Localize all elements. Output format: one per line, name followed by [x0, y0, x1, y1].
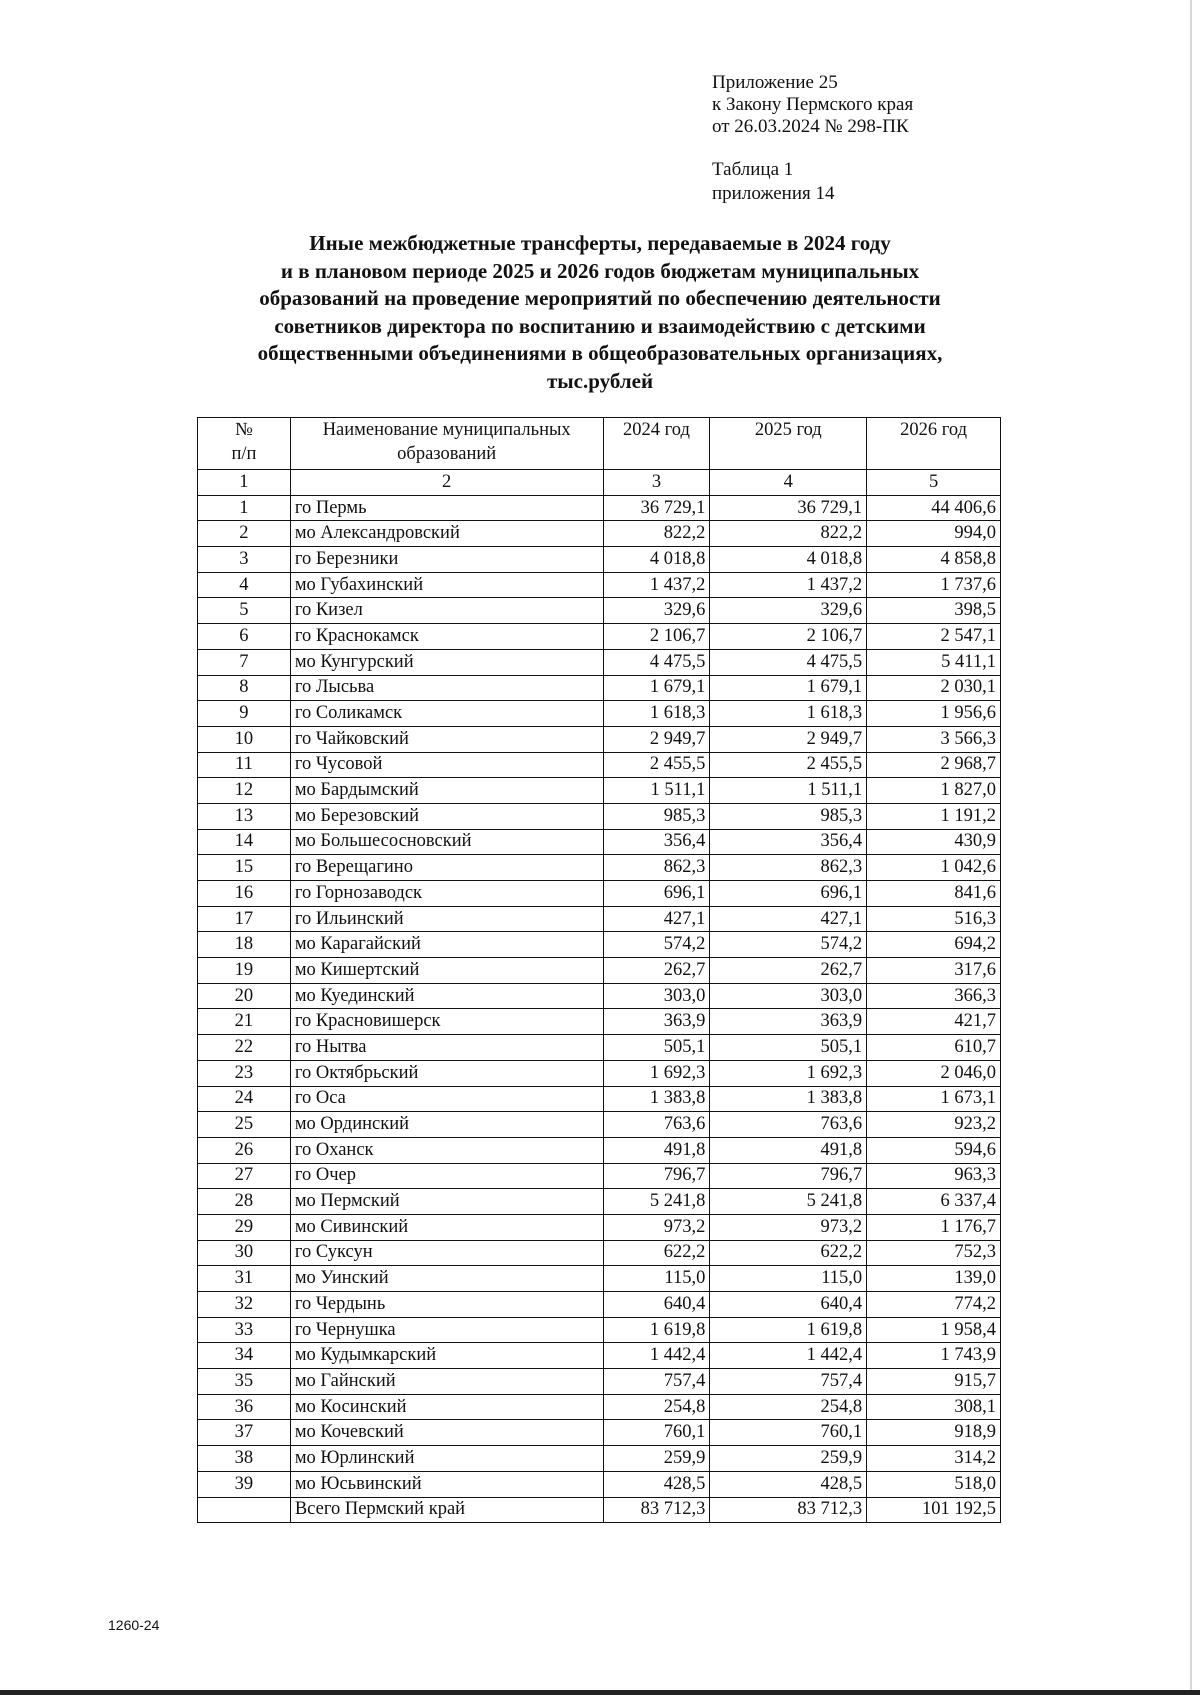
header-number-sign: №	[235, 420, 253, 440]
value-2026: 518,0	[867, 1471, 1001, 1497]
municipality-name: мо Александровский	[290, 521, 603, 547]
value-2024: 1 437,2	[603, 572, 710, 598]
value-2025: 1 679,1	[710, 675, 867, 701]
value-2025: 796,7	[710, 1163, 867, 1189]
municipality-name: го Соликамск	[290, 701, 603, 727]
value-2024: 356,4	[603, 829, 710, 855]
table-row	[198, 521, 1001, 547]
column-index: 3	[603, 470, 710, 496]
row-number: 10	[198, 726, 291, 752]
value-2026: 1 176,7	[867, 1214, 1001, 1240]
row-number: 33	[198, 1317, 291, 1343]
row-number: 24	[198, 1086, 291, 1112]
value-2026: 3 566,3	[867, 726, 1001, 752]
municipality-name: мо Березовский	[290, 803, 603, 829]
table-reference	[712, 158, 834, 206]
value-2026: 1 956,6	[867, 701, 1001, 727]
total-row	[198, 1497, 1001, 1523]
value-2026: 1 827,0	[867, 778, 1001, 804]
municipality-name: го Нытва	[290, 1035, 603, 1061]
table-row	[198, 1446, 1001, 1472]
municipality-name: мо Ординский	[290, 1112, 603, 1138]
title-line: Иные межбюджетные трансферты, передаваемые в 2024 году	[309, 231, 891, 255]
value-2025: 696,1	[710, 881, 867, 907]
title-line: тыс.рублей	[546, 368, 654, 393]
municipality-name: мо Кочевский	[290, 1420, 603, 1446]
value-2024: 1 619,8	[603, 1317, 710, 1343]
table-row	[198, 1471, 1001, 1497]
value-2024: 2 106,7	[603, 624, 710, 650]
table-row	[198, 1086, 1001, 1112]
total-2025: 83 712,3	[710, 1497, 867, 1523]
value-2024: 254,8	[603, 1394, 710, 1420]
value-2024: 36 729,1	[603, 495, 710, 521]
row-number: 9	[198, 701, 291, 727]
table-row	[198, 983, 1001, 1009]
title-line: образований на проведение мероприятий по обеспечению деятельности	[259, 286, 941, 310]
value-2026: 1 673,1	[867, 1086, 1001, 1112]
table-row	[198, 1189, 1001, 1215]
row-number: 27	[198, 1163, 291, 1189]
table-row	[198, 1009, 1001, 1035]
row-number: 14	[198, 829, 291, 855]
value-2025: 5 241,8	[710, 1189, 867, 1215]
value-2024: 763,6	[603, 1112, 710, 1138]
row-number: 2	[198, 521, 291, 547]
row-number: 13	[198, 803, 291, 829]
title-line: и в плановом периоде 2025 и 2026 годов бюджетам муниципальных	[280, 258, 920, 283]
row-number: 8	[198, 675, 291, 701]
value-2024: 329,6	[603, 598, 710, 624]
row-number: 28	[198, 1189, 291, 1215]
value-2026: 994,0	[867, 521, 1001, 547]
value-2024: 427,1	[603, 906, 710, 932]
value-2024: 1 618,3	[603, 701, 710, 727]
row-number: 11	[198, 752, 291, 778]
table-row	[198, 624, 1001, 650]
table-row	[198, 598, 1001, 624]
value-2024: 640,4	[603, 1292, 710, 1318]
value-2024: 115,0	[603, 1266, 710, 1292]
total-2026: 101 192,5	[867, 1497, 1001, 1523]
document-number: 1260-24	[108, 1617, 160, 1633]
column-index: 5	[867, 470, 1001, 496]
value-2025: 822,2	[710, 521, 867, 547]
header-municipality-line1: Наименование муниципальных	[322, 420, 571, 440]
value-2025: 427,1	[710, 906, 867, 932]
municipality-name: мо Бардымский	[290, 778, 603, 804]
value-2024: 796,7	[603, 1163, 710, 1189]
value-2026: 366,3	[867, 983, 1001, 1009]
value-2025: 303,0	[710, 983, 867, 1009]
table-row	[198, 1420, 1001, 1446]
value-2024: 2 949,7	[603, 726, 710, 752]
table-row	[198, 1060, 1001, 1086]
value-2025: 760,1	[710, 1420, 867, 1446]
value-2025: 622,2	[710, 1240, 867, 1266]
table-row	[198, 829, 1001, 855]
value-2024: 1 383,8	[603, 1086, 710, 1112]
table-ref-line: Таблица 1	[712, 159, 794, 180]
value-2026: 314,2	[867, 1446, 1001, 1472]
municipality-name: го Суксун	[290, 1240, 603, 1266]
municipality-name: го Верещагино	[290, 855, 603, 881]
value-2026: 963,3	[867, 1163, 1001, 1189]
row-number: 7	[198, 649, 291, 675]
value-2026: 1 042,6	[867, 855, 1001, 881]
value-2026: 4 858,8	[867, 547, 1001, 573]
header-year-2024: 2024 год	[603, 418, 710, 470]
total-number-cell	[198, 1497, 291, 1523]
value-2025: 1 618,3	[710, 701, 867, 727]
value-2025: 115,0	[710, 1266, 867, 1292]
value-2024: 1 679,1	[603, 675, 710, 701]
value-2026: 610,7	[867, 1035, 1001, 1061]
table-row	[198, 1266, 1001, 1292]
row-number: 19	[198, 958, 291, 984]
municipality-name: го Чайковский	[290, 726, 603, 752]
document-title	[150, 230, 1050, 395]
column-index: 2	[290, 470, 603, 496]
value-2024: 822,2	[603, 521, 710, 547]
value-2025: 973,2	[710, 1214, 867, 1240]
municipality-name: го Лысьва	[290, 675, 603, 701]
value-2026: 6 337,4	[867, 1189, 1001, 1215]
header-number-label: п/п	[231, 444, 257, 464]
column-index: 1	[198, 470, 291, 496]
table-row	[198, 1394, 1001, 1420]
municipality-name: мо Карагайский	[290, 932, 603, 958]
value-2026: 398,5	[867, 598, 1001, 624]
municipality-name: го Чердынь	[290, 1292, 603, 1318]
value-2026: 752,3	[867, 1240, 1001, 1266]
row-number: 18	[198, 932, 291, 958]
value-2025: 985,3	[710, 803, 867, 829]
value-2026: 44 406,6	[867, 495, 1001, 521]
scan-edge	[1190, 0, 1192, 1695]
value-2024: 862,3	[603, 855, 710, 881]
value-2024: 262,7	[603, 958, 710, 984]
row-number: 32	[198, 1292, 291, 1318]
table-row	[198, 1292, 1001, 1318]
municipality-name: го Краснокамск	[290, 624, 603, 650]
municipality-name: го Оханск	[290, 1137, 603, 1163]
municipality-name: мо Кунгурский	[290, 649, 603, 675]
row-number: 22	[198, 1035, 291, 1061]
value-2025: 862,3	[710, 855, 867, 881]
value-2025: 1 692,3	[710, 1060, 867, 1086]
table-row	[198, 726, 1001, 752]
row-number: 35	[198, 1369, 291, 1395]
value-2025: 2 106,7	[710, 624, 867, 650]
value-2024: 2 455,5	[603, 752, 710, 778]
value-2026: 918,9	[867, 1420, 1001, 1446]
value-2024: 5 241,8	[603, 1189, 710, 1215]
value-2025: 2 949,7	[710, 726, 867, 752]
value-2024: 757,4	[603, 1369, 710, 1395]
municipality-name: го Очер	[290, 1163, 603, 1189]
value-2025: 428,5	[710, 1471, 867, 1497]
title-line: советников директора по воспитанию и взаимодействию с детскими	[274, 313, 926, 338]
municipality-name: го Красновишерск	[290, 1009, 603, 1035]
municipality-name: го Чусовой	[290, 752, 603, 778]
value-2026: 516,3	[867, 906, 1001, 932]
value-2026: 1 191,2	[867, 803, 1001, 829]
table-row	[198, 1163, 1001, 1189]
header-year-2025: 2025 год	[710, 418, 867, 470]
header-number	[198, 418, 291, 470]
value-2024: 985,3	[603, 803, 710, 829]
row-number: 36	[198, 1394, 291, 1420]
value-2024: 622,2	[603, 1240, 710, 1266]
municipality-name: го Оса	[290, 1086, 603, 1112]
table-row	[198, 932, 1001, 958]
value-2026: 317,6	[867, 958, 1001, 984]
row-number: 39	[198, 1471, 291, 1497]
row-number: 38	[198, 1446, 291, 1472]
title-line: общественными объединениями в общеобразовательных организациях,	[257, 341, 943, 365]
appendix-ref-line: приложения 14	[712, 183, 835, 204]
value-2024: 1 692,3	[603, 1060, 710, 1086]
value-2025: 329,6	[710, 598, 867, 624]
value-2024: 259,9	[603, 1446, 710, 1472]
row-number: 30	[198, 1240, 291, 1266]
value-2026: 421,7	[867, 1009, 1001, 1035]
total-2024: 83 712,3	[603, 1497, 710, 1523]
row-number: 6	[198, 624, 291, 650]
municipality-name: мо Уинский	[290, 1266, 603, 1292]
value-2025: 763,6	[710, 1112, 867, 1138]
value-2026: 923,2	[867, 1112, 1001, 1138]
table-row	[198, 1343, 1001, 1369]
value-2025: 262,7	[710, 958, 867, 984]
table-row	[198, 1317, 1001, 1343]
value-2024: 760,1	[603, 1420, 710, 1446]
municipality-name: го Пермь	[290, 495, 603, 521]
municipality-name: го Кизел	[290, 598, 603, 624]
table-row	[198, 958, 1001, 984]
municipality-name: мо Юрлинский	[290, 1446, 603, 1472]
value-2024: 696,1	[603, 881, 710, 907]
table-row	[198, 906, 1001, 932]
municipality-name: мо Гайнский	[290, 1369, 603, 1395]
table-row	[198, 1112, 1001, 1138]
value-2025: 574,2	[710, 932, 867, 958]
municipality-name: мо Косинский	[290, 1394, 603, 1420]
value-2026: 694,2	[867, 932, 1001, 958]
municipality-name: мо Сивинский	[290, 1214, 603, 1240]
value-2026: 2 968,7	[867, 752, 1001, 778]
value-2024: 973,2	[603, 1214, 710, 1240]
municipality-name: го Октябрьский	[290, 1060, 603, 1086]
value-2025: 4 475,5	[710, 649, 867, 675]
municipality-name: мо Большесосновский	[290, 829, 603, 855]
appendix-header	[712, 72, 913, 138]
value-2024: 505,1	[603, 1035, 710, 1061]
row-number: 12	[198, 778, 291, 804]
table-row	[198, 778, 1001, 804]
row-number: 17	[198, 906, 291, 932]
value-2026: 308,1	[867, 1394, 1001, 1420]
appendix-line: Приложение 25	[712, 72, 838, 93]
value-2025: 259,9	[710, 1446, 867, 1472]
table-row	[198, 547, 1001, 573]
transfers-table	[197, 417, 1001, 1523]
total-label: Всего Пермский край	[290, 1497, 603, 1523]
municipality-name: го Горнозаводск	[290, 881, 603, 907]
municipality-name: мо Губахинский	[290, 572, 603, 598]
municipality-name: го Чернушка	[290, 1317, 603, 1343]
value-2026: 2 046,0	[867, 1060, 1001, 1086]
value-2024: 363,9	[603, 1009, 710, 1035]
row-number: 21	[198, 1009, 291, 1035]
value-2024: 1 511,1	[603, 778, 710, 804]
row-number: 20	[198, 983, 291, 1009]
value-2026: 1 737,6	[867, 572, 1001, 598]
row-number: 16	[198, 881, 291, 907]
municipality-name: го Березники	[290, 547, 603, 573]
value-2025: 254,8	[710, 1394, 867, 1420]
table-row	[198, 803, 1001, 829]
row-number: 37	[198, 1420, 291, 1446]
value-2024: 1 442,4	[603, 1343, 710, 1369]
table-row	[198, 1240, 1001, 1266]
value-2024: 303,0	[603, 983, 710, 1009]
value-2024: 428,5	[603, 1471, 710, 1497]
row-number: 31	[198, 1266, 291, 1292]
law-date-line: от 26.03.2024 № 298-ПК	[712, 116, 909, 137]
table-row	[198, 1035, 1001, 1061]
row-number: 26	[198, 1137, 291, 1163]
value-2026: 1 743,9	[867, 1343, 1001, 1369]
value-2025: 363,9	[710, 1009, 867, 1035]
value-2026: 2 030,1	[867, 675, 1001, 701]
row-number: 4	[198, 572, 291, 598]
value-2026: 430,9	[867, 829, 1001, 855]
law-reference-line: к Закону Пермского края	[712, 94, 914, 115]
row-number: 34	[198, 1343, 291, 1369]
header-year-2026: 2026 год	[867, 418, 1001, 470]
municipality-name: мо Пермский	[290, 1189, 603, 1215]
row-number: 23	[198, 1060, 291, 1086]
value-2025: 1 383,8	[710, 1086, 867, 1112]
row-number: 3	[198, 547, 291, 573]
table-row	[198, 1214, 1001, 1240]
value-2025: 1 619,8	[710, 1317, 867, 1343]
table-row	[198, 495, 1001, 521]
value-2025: 4 018,8	[710, 547, 867, 573]
column-index: 4	[710, 470, 867, 496]
value-2025: 640,4	[710, 1292, 867, 1318]
value-2026: 2 547,1	[867, 624, 1001, 650]
municipality-name: мо Юсьвинский	[290, 1471, 603, 1497]
value-2024: 574,2	[603, 932, 710, 958]
table-row	[198, 649, 1001, 675]
row-number: 25	[198, 1112, 291, 1138]
value-2025: 1 437,2	[710, 572, 867, 598]
column-index-row	[198, 470, 1001, 496]
value-2025: 505,1	[710, 1035, 867, 1061]
row-number: 29	[198, 1214, 291, 1240]
header-municipality-line2: образований	[397, 444, 497, 464]
municipality-name: мо Кишертский	[290, 958, 603, 984]
row-number: 15	[198, 855, 291, 881]
value-2025: 491,8	[710, 1137, 867, 1163]
table-row	[198, 1137, 1001, 1163]
table-header-row	[198, 418, 1001, 470]
value-2026: 915,7	[867, 1369, 1001, 1395]
table-row	[198, 1369, 1001, 1395]
value-2026: 1 958,4	[867, 1317, 1001, 1343]
municipality-name: мо Кудымкарский	[290, 1343, 603, 1369]
row-number: 1	[198, 495, 291, 521]
row-number: 5	[198, 598, 291, 624]
table-row	[198, 675, 1001, 701]
value-2025: 1 511,1	[710, 778, 867, 804]
value-2026: 841,6	[867, 881, 1001, 907]
table-row	[198, 855, 1001, 881]
value-2024: 491,8	[603, 1137, 710, 1163]
value-2024: 4 475,5	[603, 649, 710, 675]
table-row	[198, 701, 1001, 727]
value-2025: 1 442,4	[710, 1343, 867, 1369]
table-row	[198, 752, 1001, 778]
value-2025: 36 729,1	[710, 495, 867, 521]
scan-bottom-edge	[0, 1690, 1200, 1695]
value-2025: 2 455,5	[710, 752, 867, 778]
value-2024: 4 018,8	[603, 547, 710, 573]
value-2026: 5 411,1	[867, 649, 1001, 675]
table-row	[198, 572, 1001, 598]
value-2025: 356,4	[710, 829, 867, 855]
value-2026: 774,2	[867, 1292, 1001, 1318]
municipality-name: мо Куединский	[290, 983, 603, 1009]
value-2026: 594,6	[867, 1137, 1001, 1163]
table-row	[198, 881, 1001, 907]
value-2026: 139,0	[867, 1266, 1001, 1292]
municipality-name: го Ильинский	[290, 906, 603, 932]
header-municipality	[290, 418, 603, 470]
table-body	[198, 495, 1001, 1497]
value-2025: 757,4	[710, 1369, 867, 1395]
